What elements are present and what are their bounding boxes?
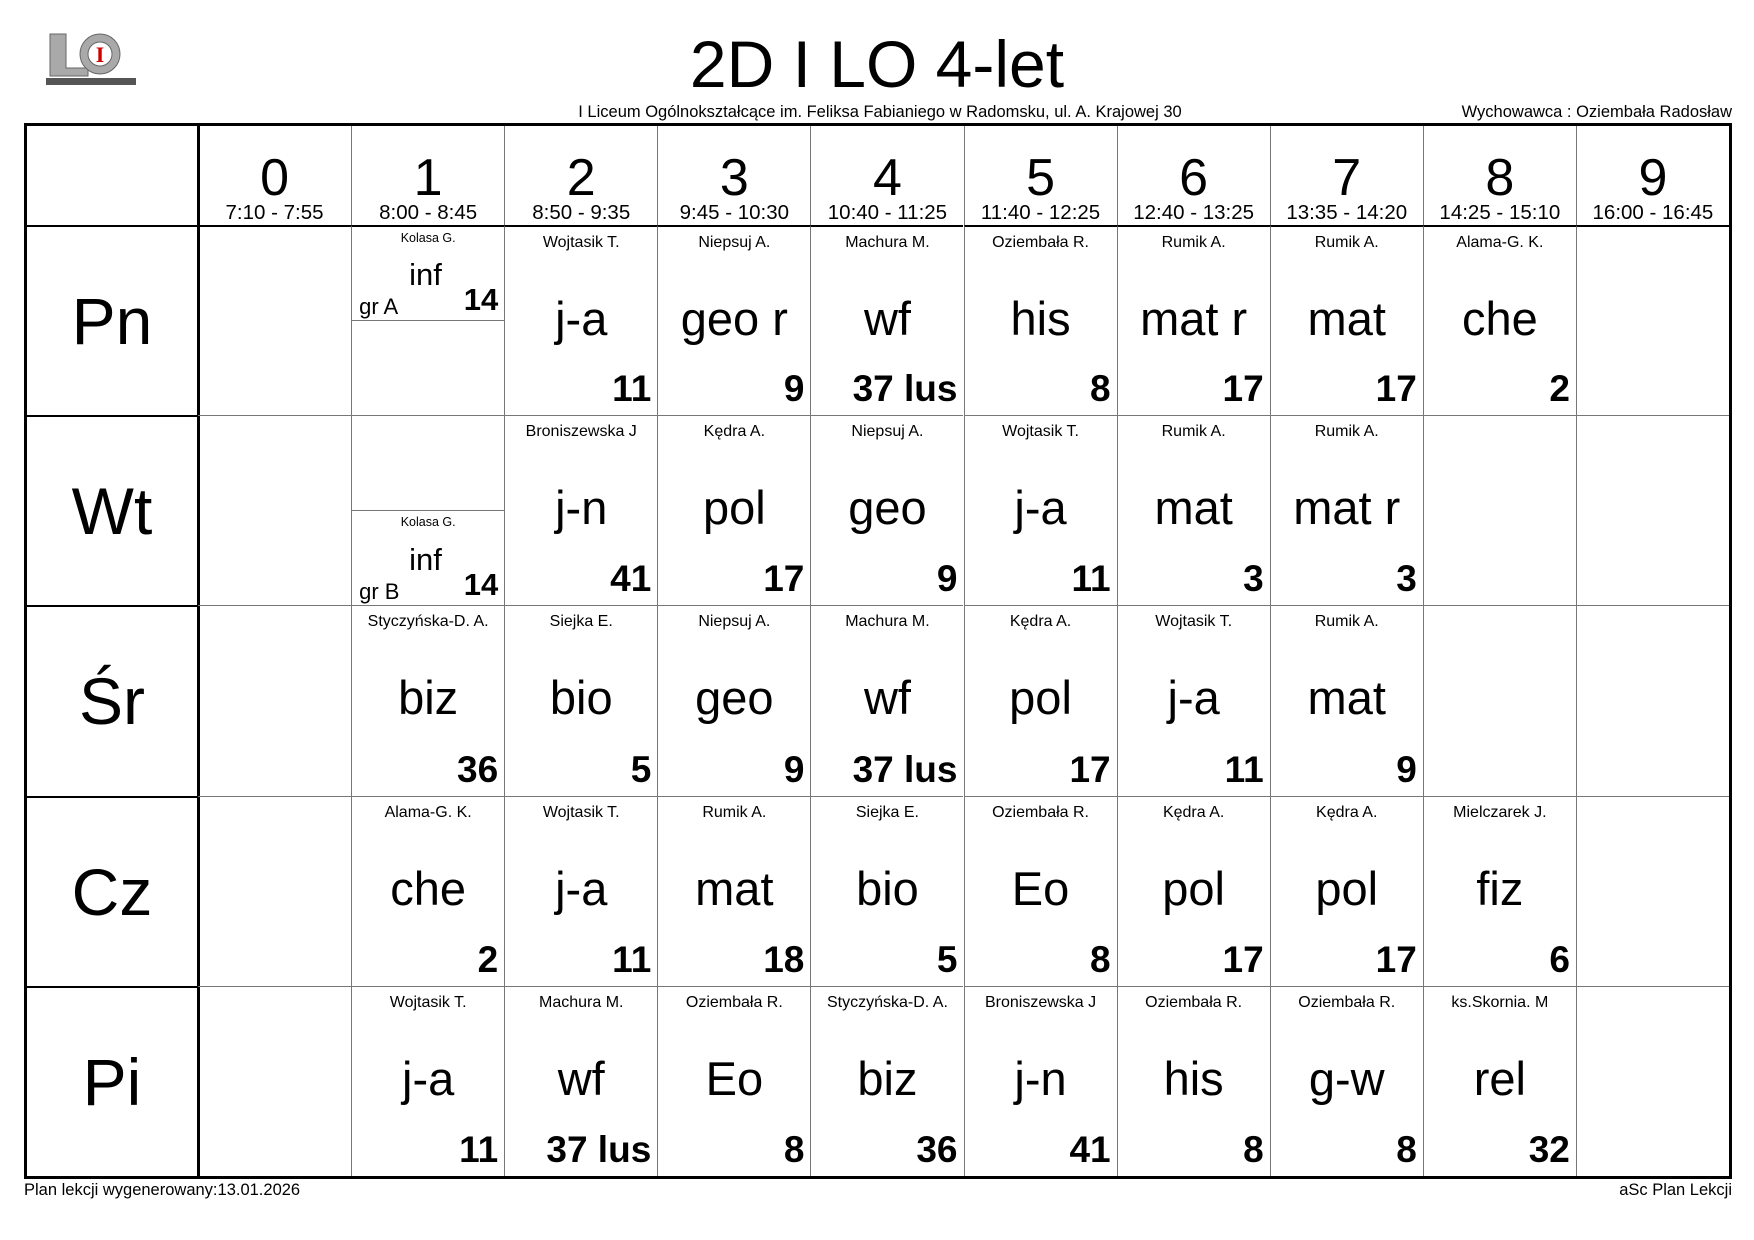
lesson-cell [964,415,1117,605]
empty-cell [1576,796,1729,986]
group-subject: inf [409,542,442,578]
lesson-subject: pol [1009,671,1072,725]
lesson-cell [1117,986,1270,1176]
lesson-subject: mat [1307,671,1386,725]
lesson-teacher: Oziembała R. [992,803,1089,821]
lesson-cell [504,986,657,1176]
period-time: 13:35 - 14:20 [1286,201,1408,224]
lesson-subject: pol [1162,861,1225,915]
period-time: 7:10 - 7:55 [225,201,324,224]
lesson-cell [810,986,963,1176]
lesson-cell [1270,986,1423,1176]
empty-cell [1576,225,1729,415]
lesson-room: 11 [612,368,652,410]
empty-cell [198,986,351,1176]
generated-date: Plan lekcji wygenerowany:13.01.2026 [24,1181,301,1199]
empty-cell [198,605,351,795]
lesson-room: 17 [1222,368,1264,410]
lesson-subject: Eo [705,1051,764,1105]
lesson-room: 9 [1396,748,1417,790]
lesson-cell [351,796,504,986]
group-lesson-top [352,227,504,321]
lesson-subject: geo r [680,292,788,345]
lesson-subject: fiz [1476,861,1524,915]
lesson-teacher: Styczyńska-D. A. [826,993,948,1011]
lesson-teacher: Rumik A. [1314,423,1379,441]
lesson-cell [351,605,504,795]
empty-cell [1576,986,1729,1176]
lesson-subject: Eo [1011,861,1070,915]
lesson-subject: his [1163,1051,1224,1105]
lesson-subject: wf [557,1051,605,1105]
lesson-subject: geo [848,481,927,535]
period-header [810,126,963,225]
lesson-room: 17 [1069,748,1111,790]
group-lesson-top [352,416,504,511]
lesson-cell [504,415,657,605]
group-teacher: Kolasa G. [400,231,456,245]
lesson-room: 11 [459,1128,499,1170]
period-number: 6 [1179,149,1209,207]
period-time: 9:45 - 10:30 [679,201,790,224]
lesson-cell [964,796,1117,986]
period-number: 8 [1485,149,1515,207]
lesson-teacher: Wojtasik T. [542,234,620,251]
timetable-grid [24,123,1732,1179]
lesson-cell [657,986,810,1176]
day-label: Cz [27,796,197,986]
lesson-room: 3 [1243,558,1264,600]
lesson-teacher: Rumik A. [702,803,767,821]
lesson-room: 36 [916,1128,958,1170]
lesson-subject: his [1010,292,1071,345]
period-number: 7 [1332,149,1362,207]
lesson-subject: mat [1307,292,1386,345]
period-number: 5 [1026,149,1055,207]
lesson-teacher: ks.Skornia. M [1451,993,1549,1011]
lesson-subject: biz [398,671,459,725]
period-number: 4 [872,149,902,207]
lesson-subject: mat [1154,481,1233,535]
lesson-teacher: Niepsuj A. [698,613,771,631]
lesson-teacher: Wojtasik T. [1155,613,1233,631]
period-header [657,126,810,225]
lesson-teacher: Niepsuj A. [851,423,924,441]
lesson-cell [1270,225,1423,415]
class-tutor: Wychowawca : Oziembała Radosław [1461,103,1732,121]
period-time: 11:40 - 12:25 [980,201,1101,224]
lesson-cell [351,415,504,605]
period-header [1270,126,1423,225]
lesson-teacher: Rumik A. [1314,234,1379,251]
period-number: 0 [260,149,289,207]
lesson-teacher: Machura M. [845,234,930,251]
lesson-cell [1117,796,1270,986]
lesson-subject: pol [702,481,766,535]
lesson-teacher: Rumik A. [1161,234,1226,251]
lesson-cell [1423,986,1576,1176]
lesson-room: 9 [783,748,805,790]
lesson-cell [810,796,963,986]
lesson-cell [657,415,810,605]
lesson-room: 8 [1396,1128,1417,1170]
lesson-room: 11 [1224,748,1264,790]
lesson-subject: j-a [555,861,608,915]
lesson-subject: rel [1473,1051,1526,1105]
lesson-subject: pol [1315,861,1379,915]
lesson-cell [1117,225,1270,415]
lesson-teacher: Siejka E. [855,803,919,821]
lesson-subject: wf [863,292,911,345]
lesson-subject: mat r [1293,481,1401,535]
period-header [1576,126,1729,225]
lesson-teacher: Mielczarek J. [1453,803,1547,821]
lesson-cell [504,796,657,986]
lesson-room: 17 [1375,368,1417,410]
lesson-room: 17 [1222,938,1264,980]
lesson-subject: j-n [1014,1051,1067,1105]
period-number: 9 [1638,149,1668,207]
day-label: Pi [27,986,197,1176]
empty-cell [1423,415,1576,605]
lesson-cell [657,796,810,986]
lesson-cell [810,225,963,415]
lesson-teacher: Styczyńska-D. A. [367,613,489,631]
lesson-cell [657,225,810,415]
lesson-room: 8 [783,1128,805,1170]
lesson-subject: j-a [1014,481,1067,535]
lesson-cell [504,225,657,415]
group-teacher: Kolasa G. [400,514,456,529]
period-header [504,126,657,225]
lesson-cell [1270,605,1423,795]
period-header [351,126,504,225]
day-label: Śr [27,605,197,795]
lesson-teacher: Wojtasik T. [542,803,620,821]
lesson-room: 8 [1090,938,1111,980]
empty-cell [198,225,351,415]
lesson-cell [504,605,657,795]
lesson-teacher: Rumik A. [1314,613,1379,631]
lesson-room: 32 [1528,1128,1570,1170]
lesson-room: 36 [457,748,499,790]
lesson-room: 2 [477,938,499,980]
empty-cell [1423,605,1576,795]
lesson-teacher: Kędra A. [1162,803,1225,821]
lesson-teacher: Wojtasik T. [389,993,467,1011]
page-title: 2D I LO 4-let [689,27,1065,101]
period-time: 12:40 - 13:25 [1133,201,1255,224]
lesson-teacher: Siejka E. [549,613,613,631]
lesson-teacher: Rumik A. [1161,423,1226,441]
day-label: Pn [27,225,197,415]
lesson-cell [657,605,810,795]
period-header [1423,126,1576,225]
lesson-subject: wf [863,671,911,725]
period-time: 10:40 - 11:25 [827,201,948,224]
lesson-teacher: Oziembała R. [685,993,783,1011]
lesson-room: 6 [1549,938,1570,980]
lesson-teacher: Kędra A. [1009,613,1072,631]
lesson-teacher: Wojtasik T. [1002,423,1079,441]
lesson-teacher: Niepsuj A. [698,234,771,251]
lesson-teacher: Broniszewska J [984,993,1097,1011]
lesson-cell [351,225,504,415]
lesson-cell [1423,225,1576,415]
lesson-room: 3 [1396,558,1417,600]
lesson-cell [1117,415,1270,605]
lesson-room: 8 [1243,1128,1264,1170]
lesson-subject: j-a [555,292,608,345]
lesson-room: 5 [936,938,958,980]
lesson-teacher: Oziembała R. [1298,993,1396,1011]
period-time: 16:00 - 16:45 [1592,201,1714,224]
lesson-cell [810,415,963,605]
lesson-teacher: Broniszewska J [525,423,637,441]
lesson-room: 2 [1549,368,1570,410]
lesson-room: 5 [630,748,652,790]
lesson-teacher: Kędra A. [1316,803,1378,821]
lesson-subject: geo [695,671,774,725]
lesson-teacher: Alama-G. K. [384,803,472,821]
lesson-room: 9 [783,368,805,410]
lesson-cell [1270,415,1423,605]
lesson-room: 17 [1375,938,1417,980]
lesson-subject: mat r [1140,292,1248,345]
lesson-teacher: Machura M. [539,993,624,1011]
lesson-teacher: Oziembała R. [992,234,1089,251]
group-room: 14 [463,282,499,318]
group-name: gr B [359,579,400,605]
lesson-cell [810,605,963,795]
group-name: gr A [359,294,399,320]
lesson-cell [964,605,1117,795]
lesson-cell [964,986,1117,1176]
lesson-subject: g-w [1308,1051,1385,1105]
logo-badge: I [95,42,105,67]
lesson-subject: biz [857,1051,918,1105]
lesson-teacher: Oziembała R. [1145,993,1243,1011]
lesson-room: 41 [1069,1128,1111,1170]
lesson-cell [1117,605,1270,795]
group-lesson-bottom [352,511,504,606]
empty-cell [198,415,351,605]
group-subject: inf [409,257,442,293]
lesson-room: 17 [763,558,805,600]
lesson-cell [351,986,504,1176]
school-name: I Liceum Ogólnokształcące im. Feliksa Fabianiego w Radomsku, ul. A. Krajowej 30 [578,103,1182,121]
lesson-room: 18 [763,938,805,980]
period-number: 2 [566,149,596,207]
period-time: 8:50 - 9:35 [532,201,631,224]
empty-cell [1576,605,1729,795]
group-lesson-bottom [352,321,504,415]
period-number: 1 [413,149,443,207]
lesson-room: 37 lus [546,1128,652,1170]
lesson-subject: j-a [1167,671,1220,725]
empty-cell [198,796,351,986]
lesson-room: 11 [1071,558,1111,600]
lesson-room: 11 [612,938,652,980]
lesson-room: 9 [936,558,958,600]
software-name: aSc Plan Lekcji [1619,1181,1732,1199]
period-header [1117,126,1270,225]
lesson-subject: mat [695,861,774,915]
lesson-subject: che [1461,292,1538,345]
lesson-room: 41 [610,558,652,600]
period-header [964,126,1117,225]
lesson-subject: j-a [402,1051,455,1105]
lesson-room: 37 lus [852,368,958,410]
period-time: 14:25 - 15:10 [1439,201,1561,224]
period-number: 3 [719,149,749,207]
lesson-subject: j-n [555,481,608,535]
lesson-cell [1423,796,1576,986]
group-room: 14 [463,567,499,603]
lesson-teacher: Machura M. [845,613,930,631]
lesson-cell [1270,796,1423,986]
period-header [198,126,351,225]
lesson-subject: bio [856,861,919,915]
lesson-subject: che [390,861,467,915]
period-time: 8:00 - 8:45 [379,201,478,224]
empty-cell [1576,415,1729,605]
lesson-teacher: Alama-G. K. [1456,234,1544,251]
lesson-cell [964,225,1117,415]
lesson-room: 8 [1090,368,1111,410]
lesson-room: 37 lus [852,748,958,790]
day-label: Wt [27,415,197,605]
lesson-teacher: Kędra A. [703,423,766,441]
lesson-subject: bio [549,671,613,725]
